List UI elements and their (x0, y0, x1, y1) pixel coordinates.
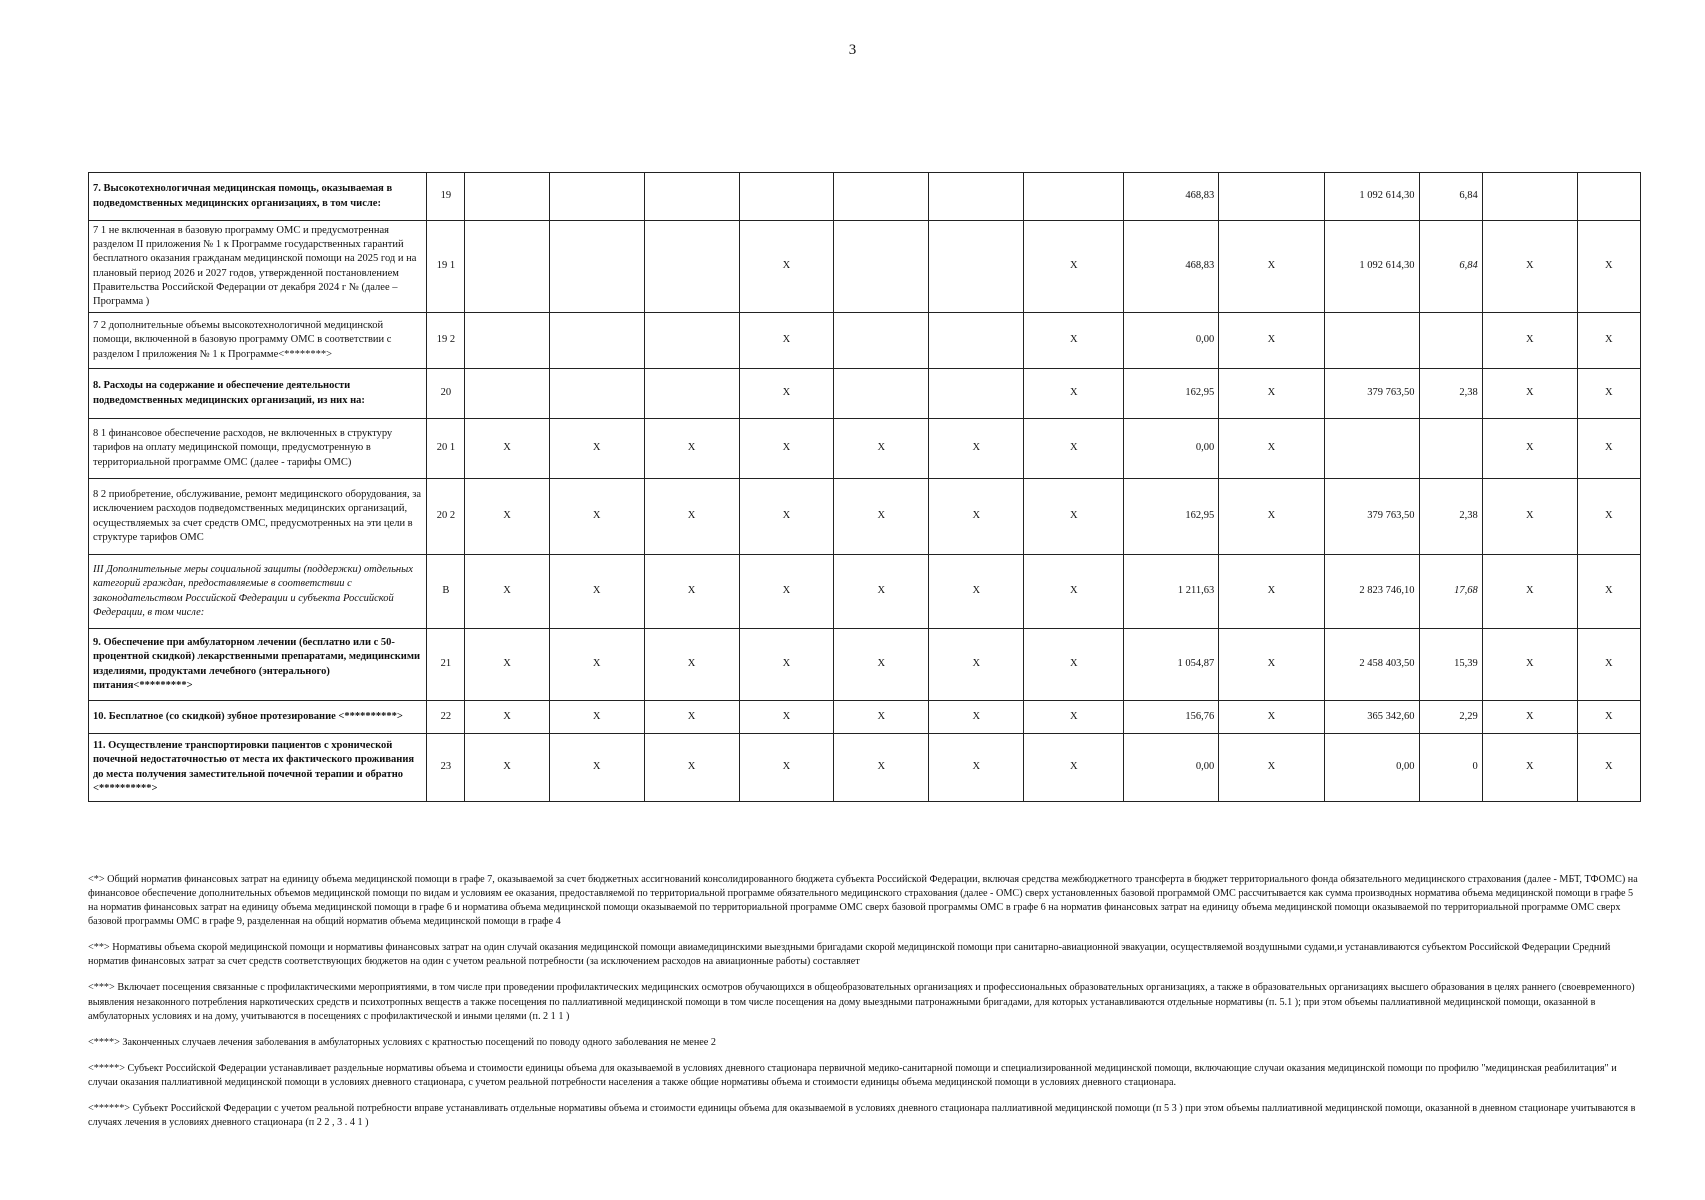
table-cell (644, 173, 739, 221)
table-cell: X (1577, 629, 1640, 701)
table-cell: 17,68 (1419, 555, 1482, 629)
table-cell: X (1024, 701, 1124, 734)
row-code: В (427, 555, 465, 629)
table-row (89, 555, 1641, 629)
table-cell: X (1577, 701, 1640, 734)
table-cell: X (644, 419, 739, 479)
table-cell: X (739, 555, 834, 629)
footnote: <****> Законченных случаев лечения заболевания в амбулаторных условиях с кратностью посещений по поводу одного заболевания не менее 2 (88, 1036, 716, 1048)
table-cell: X (1024, 313, 1124, 369)
table-cell: X (1024, 369, 1124, 419)
norms-table (88, 172, 1641, 802)
table-row (89, 173, 1641, 221)
table-cell: 2,38 (1419, 369, 1482, 419)
table-cell: X (834, 629, 929, 701)
table-cell (465, 173, 549, 221)
table-cell (1324, 419, 1419, 479)
table-cell: X (929, 419, 1024, 479)
table-cell (929, 173, 1024, 221)
table-cell: 1 054,87 (1124, 629, 1219, 701)
table-cell: 162,95 (1124, 479, 1219, 555)
table-cell: X (1482, 221, 1577, 313)
table-cell: X (1482, 734, 1577, 802)
table-cell (834, 173, 929, 221)
row-description: 7 1 не включенная в базовую программу ОМС и предусмотренная разделом II приложения № 1 к Программе государственных гарантий бесплатного оказания гражданам медицинской помощи на 2025 год и на плановый период 2026 и 2027 годов, утвержденной постановлением Правительства Российской Федерации от декабря 2024 г № (далее – Программа ) (89, 221, 427, 313)
table-cell (929, 313, 1024, 369)
footnote: <**> Нормативы объема скорой медицинской помощи и нормативы финансовых затрат на один случай оказания медицинской помощи авиамедицинскими выездными бригадами скорой медицинской помощи при санитарно-авиационной эвакуации, осуществляемой воздушными судами,и устанавливаются субъектом Российской Федерации Средний норматив финансовых затрат за счет средств соответствующих бюджетов на один с учетом реальной потребности (за исключением расходов на авиационные работы) составляет (88, 942, 1611, 968)
table-cell: X (929, 701, 1024, 734)
table-cell: X (465, 419, 549, 479)
table-cell: X (1577, 221, 1640, 313)
table-cell (1219, 173, 1324, 221)
table-cell: X (644, 555, 739, 629)
footnote: <***> Включает посещения связанные с профилактическими мероприятиями, в том числе при проведении профилактических медицинских осмотров обучающихся в общеобразовательных организациях и профессиональных образовательных организациях, а также в образовательных организациях высшего образования в целях раннего (своевременного) выявления незаконного потребления наркотических средств и психотропных веществ а также посещения по паллиативной медицинской помощи в том числе посещения на дому выездными патронажными бригадами, для которых устанавливаются отдельные нормативы (п. 5.1 ); при этом объемы паллиативной медицинской помощи, оказанной в амбулаторных условиях и на дому, учитываются в посещениях с профилактической и иными целями (п. 2 1 1 ) (88, 982, 1635, 1022)
row-code: 20 1 (427, 419, 465, 479)
table-cell: X (1482, 629, 1577, 701)
table-cell: 0,00 (1124, 734, 1219, 802)
table-cell: X (1482, 419, 1577, 479)
table-cell: X (834, 479, 929, 555)
table-cell: X (739, 479, 834, 555)
table-cell: X (465, 479, 549, 555)
table-cell: 162,95 (1124, 369, 1219, 419)
table-cell: X (1577, 419, 1640, 479)
table-cell: X (465, 629, 549, 701)
table-cell: X (1577, 479, 1640, 555)
table-cell: 0,00 (1324, 734, 1419, 802)
table-cell (834, 369, 929, 419)
table-cell: X (739, 701, 834, 734)
table-cell: X (1024, 479, 1124, 555)
table-cell (929, 369, 1024, 419)
table-cell: X (929, 555, 1024, 629)
table-cell: X (465, 701, 549, 734)
row-code: 20 (427, 369, 465, 419)
table-cell: X (1219, 369, 1324, 419)
table-cell: X (549, 479, 644, 555)
table-cell: X (1482, 701, 1577, 734)
table-cell (929, 221, 1024, 313)
table-cell: 468,83 (1124, 173, 1219, 221)
table-cell: 2,38 (1419, 479, 1482, 555)
table-cell: X (1219, 419, 1324, 479)
table-cell: X (1482, 369, 1577, 419)
table-cell: X (1577, 313, 1640, 369)
table-cell: X (1024, 555, 1124, 629)
table-cell: X (644, 479, 739, 555)
table-cell: X (834, 419, 929, 479)
footnote: <******> Субъект Российской Федерации с учетом реальной потребности вправе устанавливать отдельные нормативы объема и стоимости единицы объема для оказываемой в условиях дневного стационара паллиативной медицинской помощи (п 5 3 ) при этом объемы паллиативной медицинской помощи, оказанной в дневном стационаре учитываются в случаях лечения в условиях дневного стационара (п 2 2 , 3 . 4 1 ) (88, 1102, 1636, 1129)
row-description: 8. Расходы на содержание и обеспечение деятельности подведомственных медицинских организаций, из них на: (89, 369, 427, 419)
table-cell: X (1024, 221, 1124, 313)
row-code: 19 2 (427, 313, 465, 369)
table-cell: X (739, 369, 834, 419)
table-cell: X (1219, 221, 1324, 313)
table-cell: X (549, 555, 644, 629)
table-cell: 1 092 614,30 (1324, 221, 1419, 313)
table-cell: X (549, 419, 644, 479)
table-cell: X (549, 629, 644, 701)
table-cell: X (739, 629, 834, 701)
table-cell: X (1024, 419, 1124, 479)
table-cell: 15,39 (1419, 629, 1482, 701)
table-cell: X (1024, 629, 1124, 701)
table-cell (1024, 173, 1124, 221)
table-cell (549, 173, 644, 221)
row-description: 10. Бесплатное (со скидкой) зубное протезирование <**********> (89, 701, 427, 734)
table-cell: 6,84 (1419, 173, 1482, 221)
table-cell (465, 369, 549, 419)
row-code: 22 (427, 701, 465, 734)
table-cell: 0,00 (1124, 419, 1219, 479)
row-description: 8 2 приобретение, обслуживание, ремонт медицинского оборудования, за исключением расходов подведомственных медицинских организаций, осуществляемых за счет средств ОМС, предусмотренных на эти цели в структуре тарифов ОМС (89, 479, 427, 555)
table-row (89, 369, 1641, 419)
table-row (89, 419, 1641, 479)
table-cell: X (1482, 313, 1577, 369)
footnotes (88, 873, 1643, 1142)
table-cell: X (1024, 734, 1124, 802)
table-cell (549, 369, 644, 419)
footnote: <*****> Субъект Российской Федерации устанавливает раздельные нормативы объема и стоимости единицы объема для оказываемой в условиях дневного стационара первичной медико-санитарной помощи и специализированной медицинской помощи, включающие случаи оказания медицинской помощи по профилю "медицинская реабилитация" и случаи оказания паллиативной медицинской помощи в условиях дневного стационара, с учетом реальной потребности населения а также общие нормативы объема и стоимости единицы объема медицинской помощи в условиях дневного стационара. (88, 1062, 1617, 1088)
page-number: 3 (848, 42, 857, 58)
table-cell: 379 763,50 (1324, 479, 1419, 555)
table-cell: 156,76 (1124, 701, 1219, 734)
table-cell: X (739, 221, 834, 313)
table-cell (465, 313, 549, 369)
table-cell: X (1482, 555, 1577, 629)
row-code: 19 1 (427, 221, 465, 313)
table-cell: 1 211,63 (1124, 555, 1219, 629)
table-row (89, 479, 1641, 555)
footnote: <*> Общий норматив финансовых затрат на единицу объема медицинской помощи в графе 7, оказываемой за счет бюджетных ассигнований консолидированного бюджета субъекта Российской Федерации, включая средства межбюджетного трансферта в бюджет территориального фонда обязательного медицинского страхования (далее - МБТ, ТФОМС) на финансовое обеспечение дополнительных объемов медицинской помощи по видам и условиям ее оказания, предоставляемой по территориальной программе обязательного медицинского страхования (далее - ОМС) сверх установленных базовой программой ОМС рассчитывается как сумма производных норматива объема медицинской помощи в графе 5 на норматив финансовых затрат на единицу объема медицинской помощи в графе 6 и норматива объема медицинской помощи оказываемой по территориальной программе ОМС сверх базовой программы ОМС в графе 6 на норматив финансовых затрат на единицу объема медицинской помощи оказываемой по территориальной программе ОМС сверх базовой программы ОМС в графе 9, разделенная на общий норматив объема медицинской помощи в графе 4 (88, 874, 1638, 928)
row-description: 7. Высокотехнологичная медицинская помощь, оказываемая в подведомственных медицинских организациях, в том числе: (89, 173, 427, 221)
table-cell: X (1219, 479, 1324, 555)
table-cell: X (1219, 734, 1324, 802)
row-code: 21 (427, 629, 465, 701)
row-description: III Дополнительные меры социальной защиты (поддержки) отдельных категорий граждан, предоставляемые в соответствии с законодательством Российской Федерации и субъекта Российской Федерации, в том числе: (89, 555, 427, 629)
table-cell: X (1219, 629, 1324, 701)
table-cell (549, 221, 644, 313)
table-cell: X (465, 555, 549, 629)
table-row (89, 313, 1641, 369)
table-cell: X (834, 701, 929, 734)
table-row (89, 629, 1641, 701)
table-cell: 1 092 614,30 (1324, 173, 1419, 221)
table-cell (1577, 173, 1640, 221)
row-code: 20 2 (427, 479, 465, 555)
table-cell: 2 458 403,50 (1324, 629, 1419, 701)
table-cell (644, 313, 739, 369)
table-cell (1419, 313, 1482, 369)
table-row (89, 734, 1641, 802)
table-cell: X (644, 629, 739, 701)
table-cell: X (929, 734, 1024, 802)
table-cell: X (1219, 555, 1324, 629)
table-cell: 2 823 746,10 (1324, 555, 1419, 629)
table-cell: X (465, 734, 549, 802)
table-cell: X (549, 701, 644, 734)
table-cell (644, 221, 739, 313)
table-cell: X (1577, 555, 1640, 629)
row-code: 19 (427, 173, 465, 221)
table-cell: X (739, 734, 834, 802)
table-cell (465, 221, 549, 313)
table-cell (834, 221, 929, 313)
table-cell: X (1577, 369, 1640, 419)
table-cell: X (1219, 701, 1324, 734)
table-cell: 365 342,60 (1324, 701, 1419, 734)
table-cell (549, 313, 644, 369)
table-cell: 379 763,50 (1324, 369, 1419, 419)
table-cell: X (834, 734, 929, 802)
table-cell: X (739, 313, 834, 369)
table-row (89, 221, 1641, 313)
table-cell: X (929, 479, 1024, 555)
table-cell: X (1219, 313, 1324, 369)
table-cell: 468,83 (1124, 221, 1219, 313)
table-cell: X (644, 734, 739, 802)
table-cell: X (1577, 734, 1640, 802)
table-cell: X (929, 629, 1024, 701)
row-description: 7 2 дополнительные объемы высокотехнологичной медицинской помощи, включенной в базовую программу ОМС в соответствии с разделом I приложения № 1 к Программе<********> (89, 313, 427, 369)
table-cell: X (549, 734, 644, 802)
table-cell: 6,84 (1419, 221, 1482, 313)
table-cell (644, 369, 739, 419)
row-description: 9. Обеспечение при амбулаторном лечении (бесплатно или с 50-процентной скидкой) лекарственными препаратами, медицинскими изделиями, продуктами лечебного (энтерального) питания<*********> (89, 629, 427, 701)
table-cell: 0,00 (1124, 313, 1219, 369)
table-cell (834, 313, 929, 369)
table-cell: X (739, 419, 834, 479)
table-row (89, 701, 1641, 734)
table-cell (1324, 313, 1419, 369)
table-cell (1482, 173, 1577, 221)
table-cell: X (1482, 479, 1577, 555)
table-cell: X (834, 555, 929, 629)
row-description: 8 1 финансовое обеспечение расходов, не включенных в структуру тарифов на оплату медицинской помощи, предусмотренную в территориальной программе ОМС (далее - тарифы ОМС) (89, 419, 427, 479)
table-cell: 2,29 (1419, 701, 1482, 734)
table-cell: 0 (1419, 734, 1482, 802)
row-description: 11. Осуществление транспортировки пациентов с хронической почечной недостаточностью от места их фактического проживания до места получения заместительной почечной терапии и обратно <**********> (89, 734, 427, 802)
table-cell (1419, 419, 1482, 479)
row-code: 23 (427, 734, 465, 802)
table-cell: X (644, 701, 739, 734)
table-cell (739, 173, 834, 221)
